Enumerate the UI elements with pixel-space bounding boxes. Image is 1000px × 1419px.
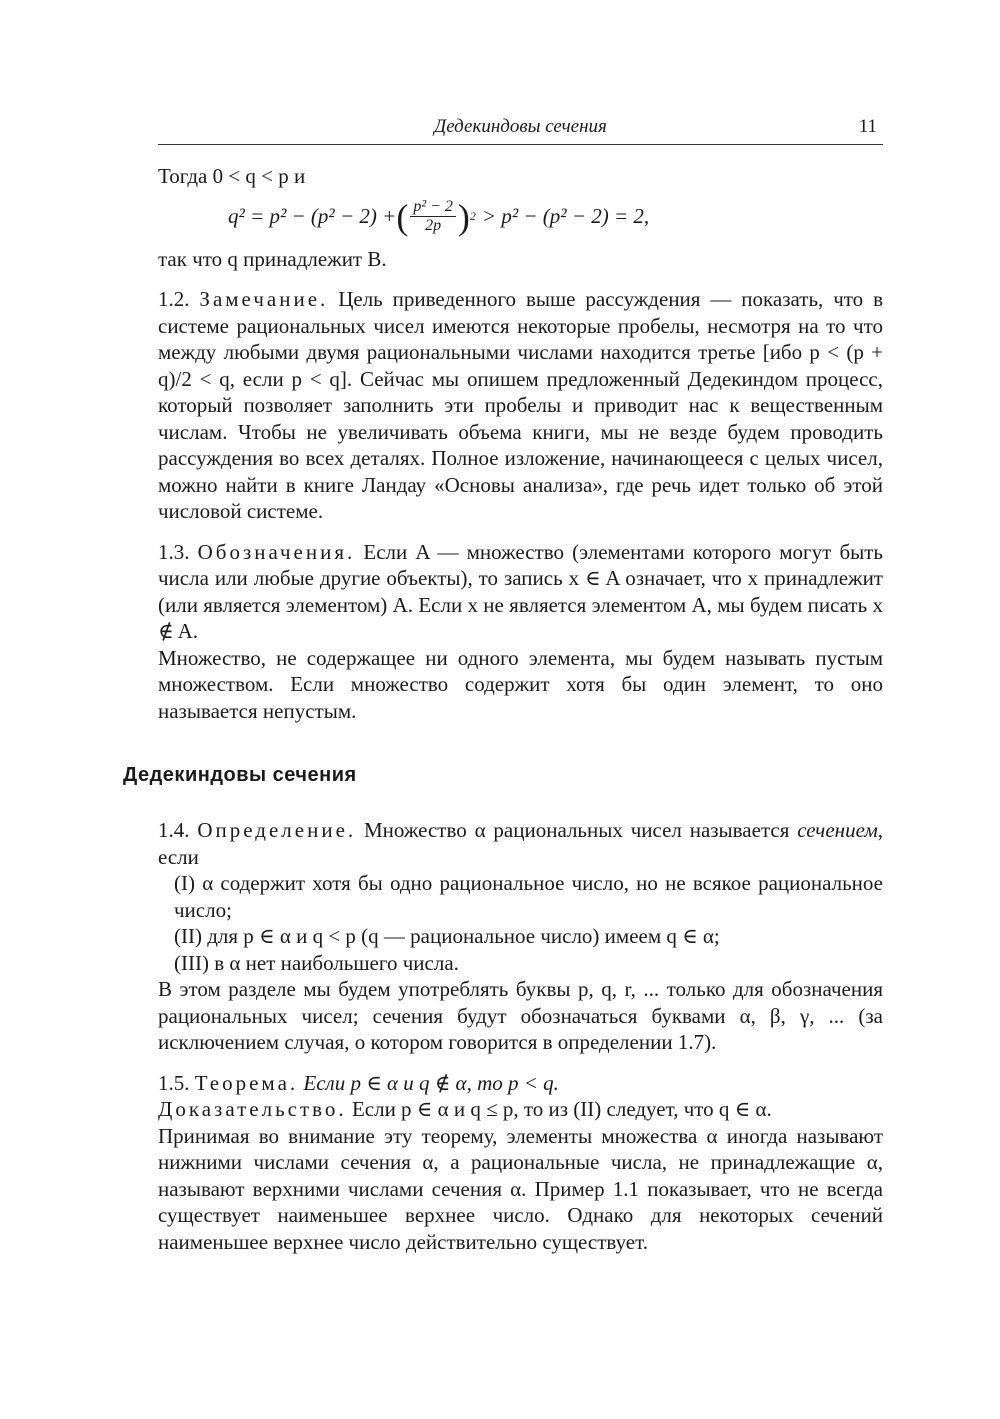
remark-number: 1.2. (158, 287, 190, 311)
definition-term: сечением (797, 818, 878, 842)
intro-conclusion: так что q принадлежит B. (158, 246, 387, 271)
theorem-title: Теорема. (194, 1070, 299, 1095)
definition-item-3: (III) в α нет наибольшего числа. (174, 950, 459, 975)
proof-paragraph (158, 1096, 883, 1123)
definition-title: Определение. (197, 818, 357, 842)
theorem-number: 1.5. (158, 1070, 190, 1095)
definition-text: В этом разделе мы будем употреблять буквы p, q, r, ... только для обозначения рациональных чисел; сечения будут обозначаться буквами α, β, γ, ... (за исключением случая, о котором говорится в определении 1.7). (158, 977, 883, 1054)
theorem-statement: Если p ∈ α и q ∉ α, то p < q. (303, 1070, 559, 1095)
section-heading: Дедекиндовы сечения (123, 764, 357, 786)
definition-item-2: (II) для p ∈ α и q < p (q — рациональное число) имеем q ∈ α; (174, 924, 720, 948)
remark-paragraph (158, 286, 883, 525)
intro-line: Тогда 0 < q < p и (158, 164, 306, 188)
page (123, 112, 884, 1255)
theorem-remark: Принимая во внимание эту теорему, элементы множества α иногда называют нижними числами сечения α, а рациональные числа, не принадлежащие α, называют верхними числами сечения α. Пример 1.1 показывает, что не всегда существует наименьшее верхнее число. Однако для некоторых сечений наименьшее верхнее число действительно существует. (158, 1123, 883, 1254)
page-number: 11 (858, 116, 877, 137)
notation-text: Если A — множество (элементами которого могут быть числа или любые другие объекты), то запись x ∈ A означает, что x принадлежит (или является элементом) A. Если x не является элементом A, мы будем писать x ∉ A. (158, 539, 884, 643)
proof-title: Доказательство. (158, 1097, 347, 1121)
notation-number: 1.3. (158, 539, 190, 564)
formula: q² = p² − (p² − 2) + ( $\frac{\text{p² − 2}}{2p}$ ) 2 > p² − (p² − 2) = 2, (228, 196, 650, 237)
remark-text: Цель приведенного выше рассуждения — показать, что в системе рациональных чисел имеются некоторые пробелы, несмотря на то что между любыми двумя рациональными числами находится третье [ибо p < (p + q)/2 < q, если p < q]. Сейчас мы опишем предложенный Дедекиндом процесс, который позволяет заполнить эти пробелы и приводит нас к вещественным числам. Чтобы не увеличивать объема книги, мы не везде будем проводить рассуждения во всех деталях. Полное изложение, начинающееся с целых чисел, можно найти в книге Ландау «Основы анализа», где речь идет только об этой числовой системе. (158, 287, 884, 523)
notation-paragraph-2: Множество, не содержащее ни одного элемента, мы будем называть пустым множеством. Если множество содержит хотя бы один элемент, то оно называется непустым. (158, 645, 883, 723)
fraction-numerator: p² − 2 (410, 198, 456, 217)
definition-paragraph (158, 817, 883, 870)
definition-lead: Множество α рациональных чисел называется (364, 818, 790, 842)
notation-title: Обозначения. (197, 539, 356, 564)
definition-item-1: (I) α содержит хотя бы одно рациональное число, но не всякое рациональное число; (174, 871, 883, 922)
definition-number: 1.4. (158, 818, 190, 842)
remark-title: Замечание. (199, 287, 329, 311)
notation-paragraph (158, 539, 883, 645)
proof-text: Если p ∈ α и q ≤ p, то из (II) следует, что q ∈ α. (351, 1097, 772, 1121)
theorem-paragraph (158, 1070, 883, 1097)
formula-left: q² = p² − (p² − 2) + (228, 204, 397, 228)
formula-right: > p² − (p² − 2) = 2, (481, 204, 650, 228)
running-title: Дедекиндовы сечения (434, 116, 607, 137)
fraction (410, 198, 456, 235)
fraction-denominator: 2p (425, 217, 442, 234)
definition-lead-end: , если (158, 818, 884, 869)
running-head (158, 112, 883, 145)
